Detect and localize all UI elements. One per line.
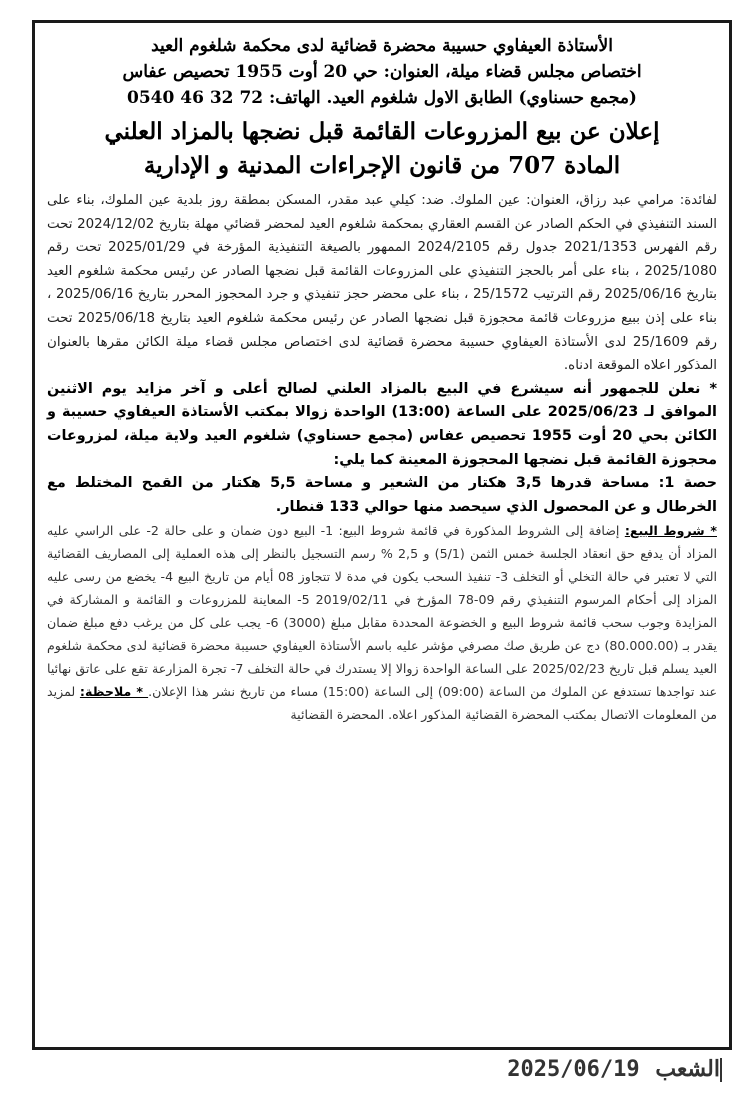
legal-notice-frame [32, 20, 732, 1050]
sale-conditions-paragraph [47, 519, 717, 726]
title-line-2: المادة 707 من قانون الإجراءات المدنية و الإدارية [143, 152, 621, 179]
intro-paragraph: لفائدة: مرامي عبد رزاق، العنوان: عين الملوك. ضد: كيلي عبد مقدر، المسكن بمطقة روز بلدية عين الملوك، بناء على السند التنفيذي في الحكم الصادر عن القسم العقاري بمحكمة شلغوم العيد لمحضر قضائي مهلة بتاريخ 2024/12/02 تحت رقم الفهرس 2021/1353 جدول رقم 2024/2105 الممهور بالصيغة التنفيذية المؤرخة في 2025/01/29 تحت رقم 2025/1080 ، بناء على أمر بالحجز التنفيذي على المزروعات القائمة قبل نضجها الصادر عن رئيس محكمة شلغوم العيد بتاريخ 2025/06/16 رقم الترتيب 25/1572 ، بناء على محضر حجز تنفيذي و جرد المحجوز المحرر بتاريخ 2025/06/16 ، بناء على إذن ببيع مزروعات قائمة محجوزة قبل نضجها الصادر عن رئيس محكمة شلغوم العيد بتاريخ 2025/06/18 تحت رقم 25/1609 لدى الأستاذة العيفاوي حسيبة محضرة قضائية لدى اختصاص مجلس قضاء ميلة الكائن مقرها بالعنوان المذكور اعلاه الموقعة ادناه. [47, 193, 718, 374]
footer-rule [720, 1058, 722, 1082]
title-line-1: إعلان عن بيع المزروعات القائمة قبل نضجها بالمزاد العلني [104, 118, 660, 145]
publication-name: الشعب [655, 1056, 720, 1082]
lot-description: حصة 1: مساحة قدرها 3,5 هكتار من الشعير و مساحة 5,5 هكتار من القمح المختلط مع الخرطال و عن المحصول الذي سيحصد منها حوالي 133 قنطار. [47, 475, 717, 515]
header-line-2: اختصاص مجلس قضاء ميلة، العنوان: حي 20 أوت 1955 تحصيص عفاس [122, 62, 642, 82]
conditions-label: * شروط البيع: [624, 523, 717, 539]
bailiff-header [47, 33, 717, 111]
publication-footer [460, 1052, 720, 1086]
header-line-3: (مجمع حسناوي) الطابق الاول شلغوم العيد. الهاتف: 72 32 46 0540 [127, 88, 637, 108]
remark-label: * ملاحظة: [79, 684, 149, 700]
signature: المحضرة القضائية [290, 707, 385, 723]
header-line-1: الأستاذة العيفاوي حسيبة محضرة قضائية لدى محكمة شلغوم العيد [151, 36, 613, 56]
publication-date: 2025/06/19 [507, 1057, 640, 1082]
conditions-text: إضافة إلى الشروط المذكورة في قائمة شروط البيع: 1- البيع دون ضمان و على حالة 2- على الراسي عليه المزاد أن يدفع حق انعقاد الجلسة خمس الثمن (5/1) و 2,5 % رسم التسجيل بالنظر إلى هذه العملية إلى المصاريف القضائية التي لا تعتبر في حالة التخلي أو التخلف 3- تنفيذ السحب يكون في مدة لا تتجاوز 08 أيام من تاريخ البيع 4- يخضع من رسى عليه المزاد إلى أحكام المرسوم التنفيذي رقم 09-78 المؤرخ في 2019/02/11 5- المعاينة للمزروعات و القائمة و المشاركة في المزايدة وجوب سحب قائمة شروط البيع و الخضوعة المحددة مقابل مبلغ (3000) 6- يجب على كل من يرغب دفع مبلغ ضمان يقدر بـ (80.000.00) دج عن طريق صك مصرفي مؤشر عليه باسم الأستاذة العيفاوي حسيبة محضرة قضائية لدى محكمة شلغوم العيد يسلم قبل تاريخ 2025/02/23 على الساعة الواحدة زوالا إلا يستدرك في حالة التخلف 7- تجرة المزارعة تقع على عاتق نهائيا عند تواجدها تستدفع عن الملوك من الساعة (09:00) إلى الساعة (15:00) مساء من تاريخ نشر هذا الإعلان. [47, 523, 718, 700]
auction-announcement: * نعلن للجمهور أنه سيشرع في البيع بالمزاد العلني لصالح أعلى و آخر مزايد يوم الاثنين الموافق لـ 2025/06/23 على الساعة (13:00) الواحدة زوالا بمكتب الأستاذة العيفاوي حسيبة و الكائن بحي 20 أوت 1955 تحصيص عفاس (مجمع حسناوي) شلغوم العيد ولاية ميلة، لمزروعات محجوزة القائمة قبل نضجها المحجوزة المعينة كما يلي: [47, 380, 717, 468]
remark-text: لمزيد من المعلومات الاتصال بمكتب المحضرة القضائية المذكور اعلاه. [47, 684, 717, 723]
notice-title [47, 115, 717, 183]
